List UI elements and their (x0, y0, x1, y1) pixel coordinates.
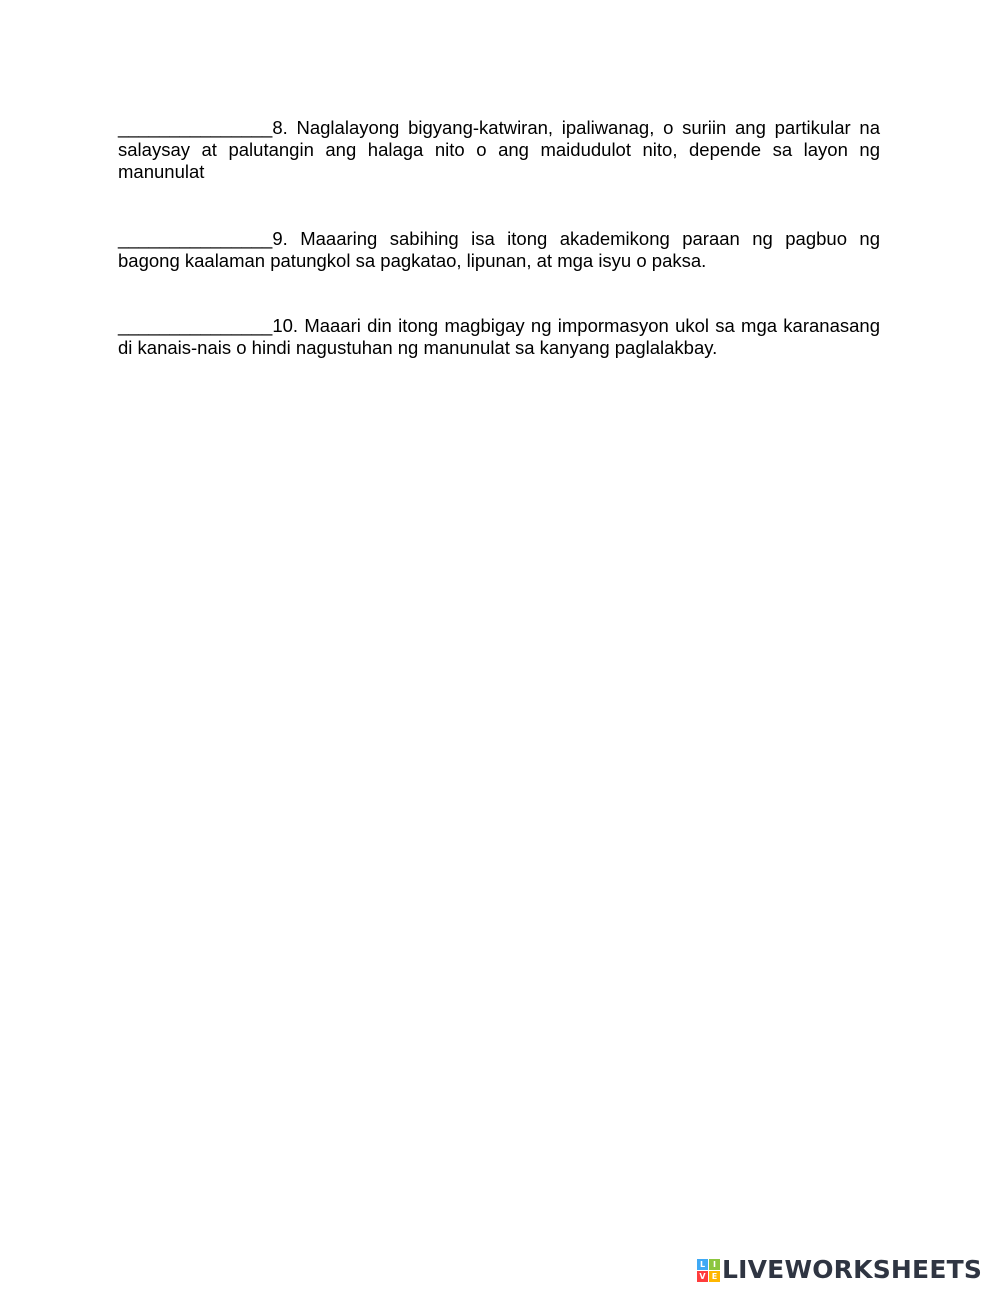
question-10-text: 10. Maaari din itong magbigay ng impormasyon ukol sa mga karanasang di kanais-nais o hindi nagustuhan ng manunulat sa kanyang paglalakbay. (118, 315, 880, 358)
question-8 (118, 117, 880, 183)
logo-letter-v: V (697, 1271, 708, 1282)
answer-blank-8[interactable]: _______________ (118, 117, 273, 138)
question-8-text: 8. Naglalayong bigyang-katwiran, ipaliwanag, o suriin ang partikular na salaysay at palutangin ang halaga nito o ang maidudulot nito, depende sa layon ng manunulat (118, 117, 880, 182)
answer-blank-10[interactable]: _______________ (118, 315, 273, 336)
liveworksheets-brand (697, 1255, 982, 1285)
question-10 (118, 315, 880, 359)
question-9 (118, 228, 880, 272)
logo-letter-e: E (709, 1271, 720, 1282)
logo-letter-l: L (697, 1259, 708, 1270)
liveworksheets-logo-icon (697, 1259, 720, 1282)
answer-blank-9[interactable]: _______________ (118, 228, 273, 249)
question-9-text: 9. Maaaring sabihing isa itong akademikong paraan ng pagbuo ng bagong kaalaman patungkol sa pagkatao, lipunan, at mga isyu o paksa. (118, 228, 880, 271)
brand-name: LIVEWORKSHEETS (722, 1255, 983, 1284)
logo-letter-i: I (709, 1259, 720, 1270)
